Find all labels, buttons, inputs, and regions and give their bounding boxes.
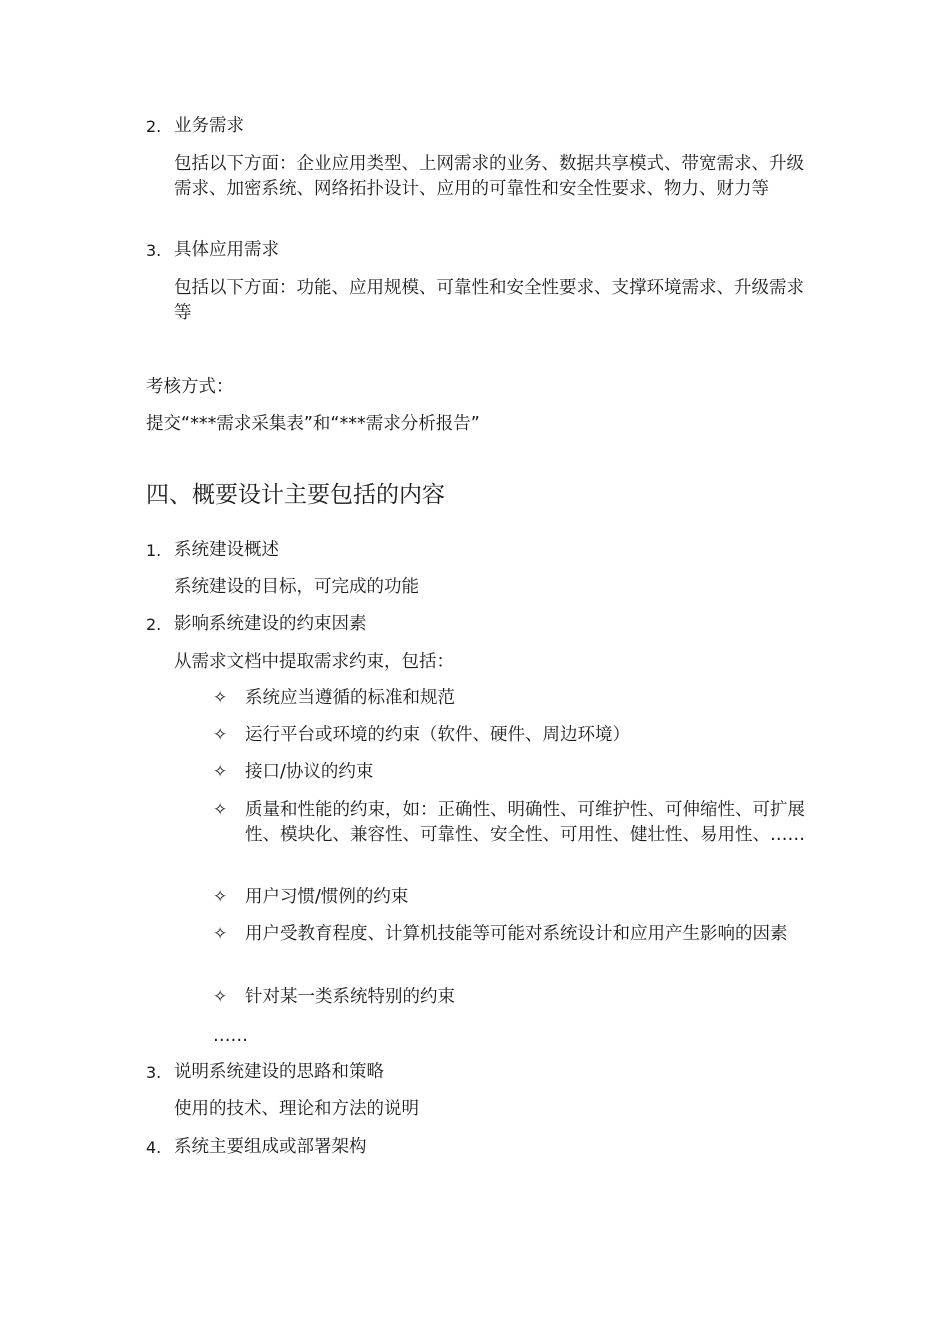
- list-item-description: 系统建设的目标，可完成的功能: [174, 577, 419, 597]
- assessment-text: 提交“***需求采集表”和“***需求分析报告”: [146, 414, 480, 434]
- list-item-intro: 从需求文档中提取需求约束，包括：: [174, 652, 454, 672]
- assessment-label: 考核方式：: [146, 377, 234, 397]
- list-item-description: 包括以下方面：企业应用类型、上网需求的业务、数据共享模式、带宽需求、升级需求、加密系统、网络拓扑设计、应用的可靠性和安全性要求、物力、财力等: [174, 154, 804, 199]
- bullet-item: 用户习惯/惯例的约束: [245, 887, 409, 907]
- list-item-title: 影响系统建设的约束因素: [174, 614, 367, 634]
- bullet-item: 运行平台或环境的约束（软件、硬件、周边环境）: [245, 725, 630, 745]
- list-item-title: 业务需求: [174, 116, 244, 136]
- bullet-item: 系统应当遵循的标准和规范: [245, 688, 455, 708]
- bullet-icon: ✧: [213, 800, 228, 820]
- bullet-icon: ✧: [213, 725, 228, 745]
- list-number: 2.: [146, 117, 162, 136]
- list-number: 2.: [146, 615, 162, 634]
- bullet-item: 用户受教育程度、计算机技能等可能对系统设计和应用产生影响的因素: [245, 924, 788, 944]
- bullet-icon: ✧: [213, 762, 228, 782]
- list-item-title: 系统主要组成或部署架构: [174, 1137, 367, 1157]
- list-item-title: 具体应用需求: [174, 240, 279, 260]
- bullet-icon: ✧: [213, 887, 228, 907]
- list-number: 3.: [146, 1063, 162, 1082]
- list-number: 1.: [146, 541, 162, 560]
- list-item-description: 使用的技术、理论和方法的说明: [174, 1099, 419, 1119]
- bullet-icon: ✧: [213, 987, 228, 1007]
- bullet-item: 针对某一类系统特别的约束: [245, 987, 455, 1007]
- list-number: 3.: [146, 241, 162, 260]
- bullet-icon: ✧: [213, 688, 228, 708]
- list-item-description: 包括以下方面：功能、应用规模、可靠性和安全性要求、支撑环境需求、升级需求等: [174, 278, 804, 323]
- list-item-title: 说明系统建设的思路和策略: [174, 1062, 384, 1082]
- bullet-item: 接口/协议的约束: [245, 762, 374, 782]
- bullet-icon: ✧: [213, 924, 228, 944]
- bullet-item: 质量和性能的约束，如：正确性、明确性、可维护性、可伸缩性、可扩展性、模块化、兼容性、可靠性、安全性、可用性、健壮性、易用性、……: [245, 800, 805, 845]
- section-heading: 四、概要设计主要包括的内容: [146, 482, 445, 508]
- list-item-title: 系统建设概述: [174, 540, 279, 560]
- ellipsis: ……: [213, 1026, 248, 1046]
- list-number: 4.: [146, 1138, 162, 1157]
